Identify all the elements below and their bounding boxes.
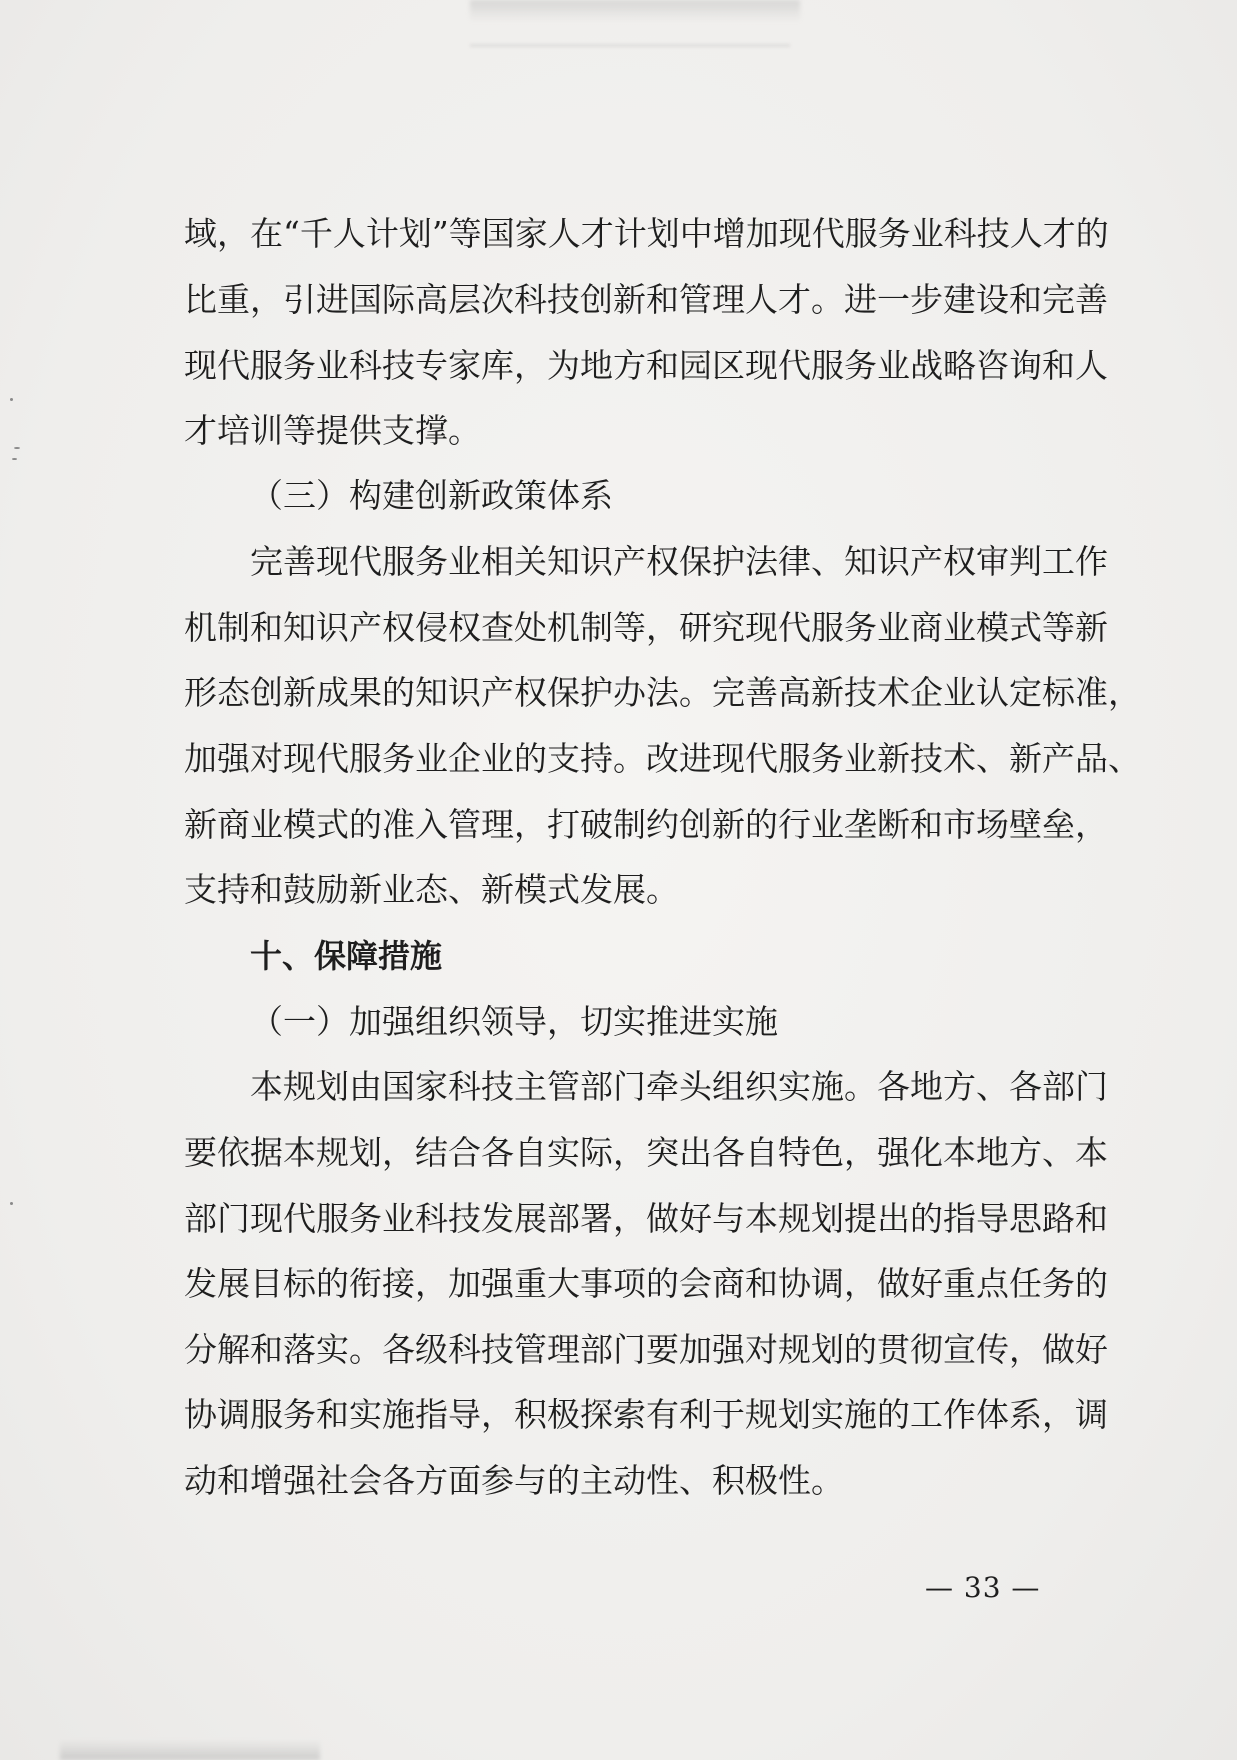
- scan-speck: [12, 458, 17, 460]
- scan-speck: [10, 1202, 13, 1205]
- show-through-header: [470, 0, 800, 22]
- body-line: 才培训等提供支撑。: [184, 411, 481, 450]
- body-line: 比重，引进国际高层次科技创新和管理人才。进一步建设和完善: [184, 280, 1108, 319]
- body-line: 完善现代服务业相关知识产权保护法律、知识产权审判工作: [250, 542, 1108, 581]
- body-line: 协调服务和实施指导，积极探索有利于规划实施的工作体系，调: [184, 1395, 1108, 1434]
- body-line: 加强对现代服务业企业的支持。改进现代服务业新技术、新产品、: [184, 739, 1141, 778]
- body-line: 机制和知识产权侵权查处机制等，研究现代服务业商业模式等新: [184, 608, 1108, 647]
- body-line: 域，在“千人计划”等国家人才计划中增加现代服务业科技人才的: [184, 214, 1109, 253]
- body-line: 要依据本规划，结合各自实际，突出各自特色，强化本地方、本: [184, 1133, 1108, 1172]
- body-line: 分解和落实。各级科技管理部门要加强对规划的贯彻宣传，做好: [184, 1330, 1108, 1369]
- body-line: 形态创新成果的知识产权保护办法。完善高新技术企业认定标准，: [184, 673, 1141, 712]
- scan-speck: [10, 398, 13, 401]
- section-subheading: （三）构建创新政策体系: [250, 476, 613, 515]
- body-line: 支持和鼓励新业态、新模式发展。: [184, 870, 679, 909]
- show-through-footer: [60, 1740, 320, 1760]
- body-line: 新商业模式的准入管理，打破制约创新的行业垄断和市场壁垒，: [184, 805, 1108, 844]
- scan-speck: [14, 447, 20, 449]
- section-subheading: （一）加强组织领导，切实推进实施: [250, 1002, 778, 1041]
- body-line: 现代服务业科技专家库，为地方和园区现代服务业战略咨询和人: [184, 346, 1108, 385]
- section-heading: 十、保障措施: [250, 937, 443, 975]
- body-line: 发展目标的衔接，加强重大事项的会商和协调，做好重点任务的: [184, 1264, 1108, 1303]
- body-line: 本规划由国家科技主管部门牵头组织实施。各地方、各部门: [250, 1067, 1108, 1106]
- body-line: 动和增强社会各方面参与的主动性、积极性。: [184, 1461, 844, 1500]
- page-number: — 33 —: [925, 1571, 1041, 1604]
- show-through-rule: [470, 44, 790, 47]
- body-line: 部门现代服务业科技发展部署，做好与本规划提出的指导思路和: [184, 1199, 1108, 1238]
